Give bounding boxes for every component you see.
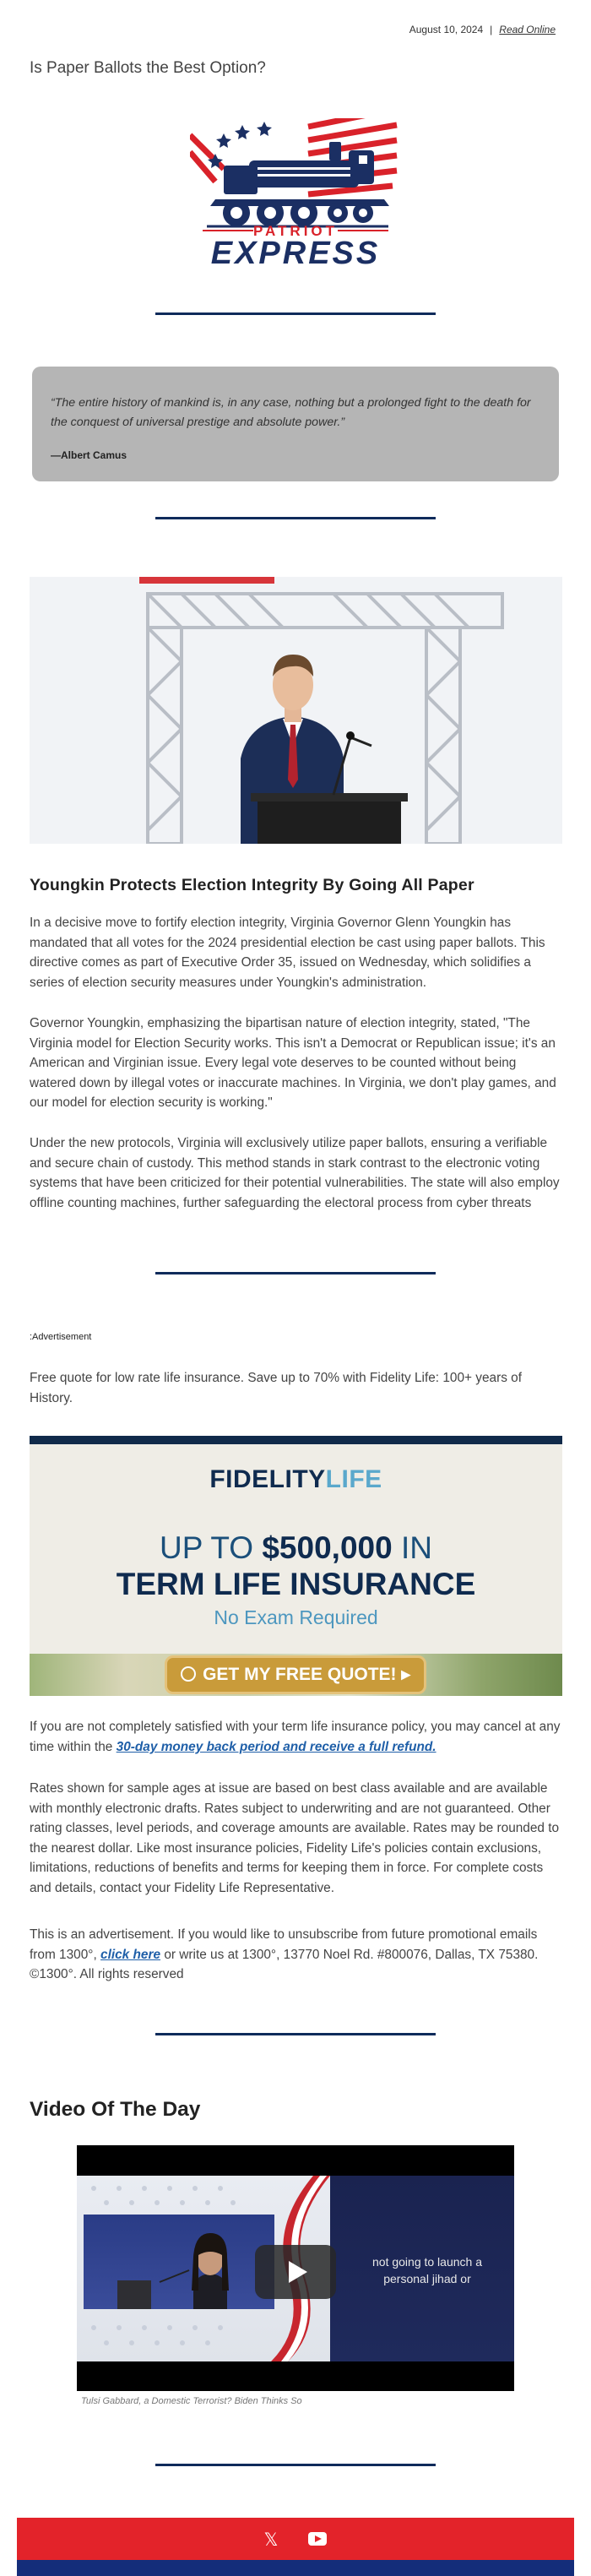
term-life-heading: TERM LIFE INSURANCE [116, 1567, 476, 1601]
unsubscribe-link[interactable]: click here [100, 1947, 161, 1962]
coverage-suffix: IN [392, 1530, 432, 1565]
logo-line2: EXPRESS [210, 236, 381, 266]
woman-speaker-icon [84, 2215, 274, 2309]
cta-label: GET MY FREE QUOTE! ▸ [203, 1665, 410, 1684]
patriot-express-logo [190, 118, 401, 266]
get-free-quote-button[interactable] [165, 1655, 426, 1694]
section-divider [155, 2033, 436, 2035]
video-player[interactable] [77, 2145, 514, 2391]
video-caption: Tulsi Gabbard, a Domestic Terrorist? Biden Thinks So [81, 2396, 302, 2406]
unsubscribe-text [30, 1925, 561, 1985]
issue-date: August 10, 2024 [409, 24, 484, 35]
ad-intro-text: Free quote for low rate life insurance. Save up to 70% with Fidelity Life: 100+ years of History. [30, 1371, 523, 1405]
quote-text: “The entire history of mankind is, in any case, nothing but a prolonged fight to the death for the conquest of universal prestige and absolute power.” [51, 396, 531, 429]
footer-bottom-bar [17, 2560, 574, 2576]
youtube-icon[interactable] [308, 2532, 327, 2546]
speaker-photo [84, 2215, 274, 2309]
article-paragraph: Governor Youngkin, emphasizing the bipartisan nature of election integrity, stated, "The Virginia model for Election Security works. This isn't a Democrat or Republican issue; it's an American and Virginian issue. Every legal vote deserves to be counted without being watered down by illegal votes or inaccurate machines. In Virginia, we don't play games, and our model for election security is working." [30, 1016, 556, 1111]
coin-icon [181, 1666, 196, 1682]
article-paragraph: In a decisive move to fortify election integrity, Virginia Governor Glenn Youngkin has mandated that all votes for the 2024 presidential election be cast using paper ballots. This directive comes as part of Executive Order 35, issued on Wednesday, which solidifies a series of election security measures under Youngkin's administration. [30, 916, 545, 990]
video-overlay-text: not going to launch a personal jihad or [372, 2255, 482, 2285]
read-online-link[interactable]: Read Online [499, 24, 556, 35]
no-exam-text: No Exam Required [214, 1606, 378, 1628]
video-section-title: Video Of The Day [30, 2098, 201, 2121]
unsubscribe-suffix: or write us at 1300°, 13770 Noel Rd. #800076, Dallas, TX 75380. ©1300°. All rights reserved [30, 1947, 539, 1982]
refund-prefix: If you are not completely satisfied with your term life insurance policy, you may cancel at any time within the [30, 1720, 561, 1754]
refund-text [30, 1717, 561, 1757]
logo-line1: PATRIOT [252, 223, 339, 239]
brand-part2: LIFE [325, 1465, 382, 1493]
coverage-amount-line [30, 1530, 562, 1566]
quote-box [32, 367, 559, 481]
section-divider [155, 2464, 436, 2466]
train-logo-icon [190, 118, 401, 266]
coverage-prefix: UP TO [160, 1530, 263, 1565]
banner-top-line [30, 1436, 562, 1444]
footer-social-bar [17, 2518, 574, 2560]
article-paragraph: Under the new protocols, Virginia will exclusively utilize paper ballots, ensuring a verifiable and secure chain of custody. This method stands in stark contrast to the electronic voting systems that have been criticized for their potential vulnerabilities. The state will also employ offline counting machines, further safeguarding the electoral process from cyber threats [30, 1136, 560, 1210]
section-divider [155, 1272, 436, 1274]
fidelity-life-logo [30, 1465, 562, 1494]
coverage-amount: $500,000 [262, 1530, 393, 1565]
unsubscribe-prefix: This is an advertisement. If you would like to unsubscribe from future promotional emails from 1300°, [30, 1927, 538, 1962]
separator: | [490, 24, 493, 35]
quote-author: —Albert Camus [51, 449, 127, 461]
governor-podium-photo-icon [30, 577, 562, 844]
section-divider [155, 517, 436, 519]
article-title: Youngkin Protects Election Integrity By Going All Paper [30, 876, 474, 894]
ad-disclaimer: Rates shown for sample ages at issue are based on best class available and are available with monthly electronic drafts. Rates subject to underwriting and are not guaranteed. Other rating classes, level periods, and coverage amounts are available. Rates may be rounded to the nearest dollar. Like most insurance policies, Fidelity Life's policies contain exclusions, limitations, reductions of benefits and terms for keeping them in force. For complete costs and details, contact your Fidelity Life Representative. [30, 1781, 560, 1895]
section-divider [155, 312, 436, 315]
advertisement-label: :Advertisement [30, 1332, 92, 1342]
hero-image[interactable] [30, 577, 562, 844]
top-bar [409, 24, 556, 35]
brand-part1: FIDELITY [209, 1465, 326, 1493]
x-icon[interactable]: 𝕏 [263, 2530, 279, 2550]
preheader-title: Is Paper Ballots the Best Option? [30, 59, 266, 77]
fidelity-life-ad-banner[interactable] [30, 1436, 562, 1696]
play-button[interactable] [255, 2245, 336, 2299]
refund-link[interactable]: 30-day money back period and receive a full refund. [116, 1739, 436, 1754]
